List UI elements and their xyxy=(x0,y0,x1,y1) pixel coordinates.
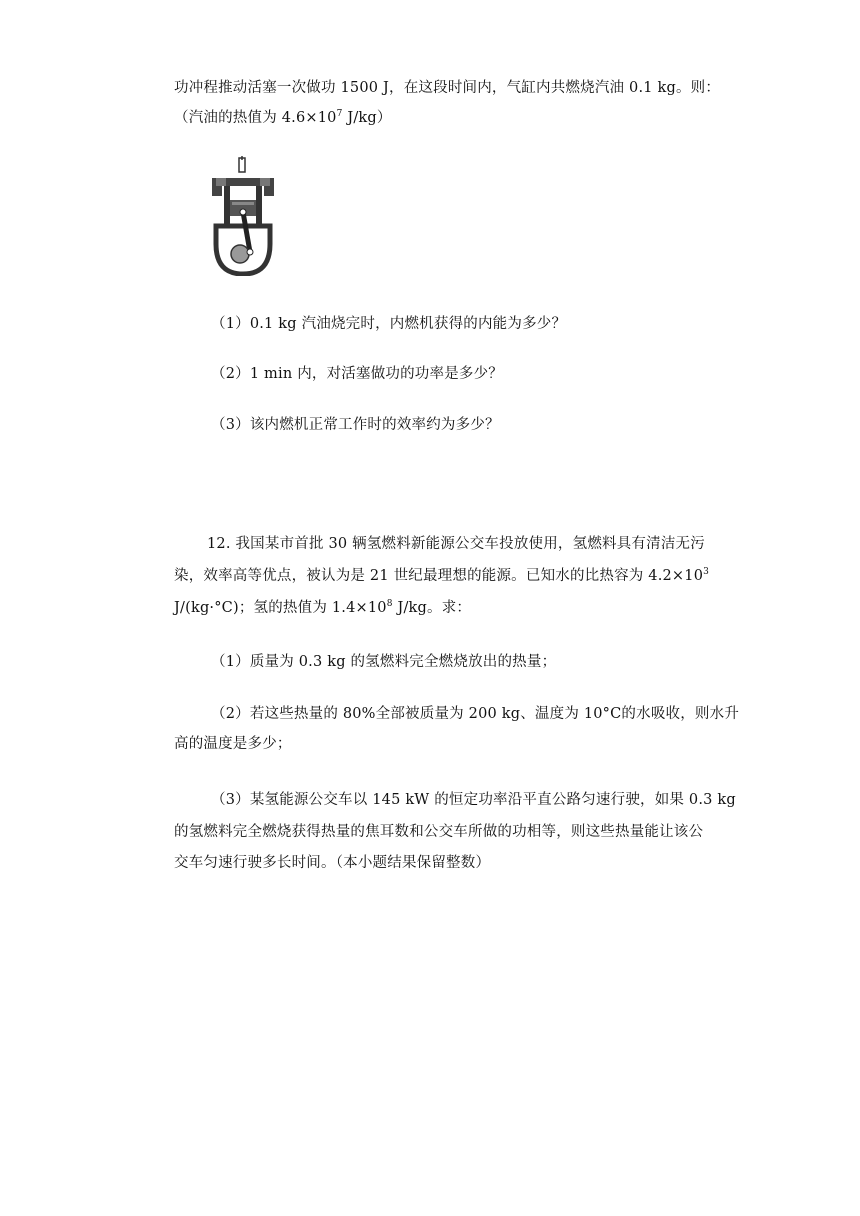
q12-sub3-line-1: （3）某氢能源公交车以 145 kW 的恒定功率沿平直公路匀速行驶，如果 0.3 kg xyxy=(211,792,736,808)
q11-sub2: （2）1 min 内，对活塞做功的功率是多少？ xyxy=(211,366,503,382)
engine-cylinder-icon xyxy=(210,156,276,276)
q12-text: J/(kg·°C)；氢的热值为 1.4×10 xyxy=(174,600,387,616)
exponent: 8 xyxy=(386,599,393,609)
intro-text: （汽油的热值为 4.6×10 xyxy=(174,110,337,126)
q12-text: 染，效率高等优点，被认为是 21 世纪最理想的能源。已知水的比热容为 4.2×10 xyxy=(174,568,704,584)
intro-line-1: 功冲程推动活塞一次做功 1500 J，在这段时间内，气缸内共燃烧汽油 0.1 kg。则： xyxy=(174,80,721,96)
q12-sub2-line-2: 高的温度是多少； xyxy=(174,736,292,752)
q12-line-2 xyxy=(174,564,709,585)
intro-line-2 xyxy=(174,106,392,127)
exponent: 3 xyxy=(703,567,710,577)
q12-sub3-line-3: 交车匀速行驶多长时间。（本小题结果保留整数） xyxy=(174,855,491,871)
q12-line-1: 12. 我国某市首批 30 辆氢燃料新能源公交车投放使用，氢燃料具有清洁无污 xyxy=(207,536,705,552)
q12-line-3 xyxy=(174,596,471,617)
q12-sub2-line-1: （2）若这些热量的 80%全部被质量为 200 kg、温度为 10°C的水吸收，则水升 xyxy=(211,706,740,722)
q12-text-end: J/kg。求： xyxy=(392,600,472,616)
q12-sub3-line-2: 的氢燃料完全燃烧获得热量的焦耳数和公交车所做的功相等，则这些热量能让该公 xyxy=(174,824,704,840)
q11-sub1: （1）0.1 kg 汽油烧完时，内燃机获得的内能为多少？ xyxy=(211,316,567,332)
q12-sub1: （1）质量为 0.3 kg 的氢燃料完全燃烧放出的热量； xyxy=(211,654,557,670)
intro-text-end: J/kg） xyxy=(342,110,392,126)
q11-sub3: （3）该内燃机正常工作时的效率约为多少？ xyxy=(211,417,500,433)
exponent: 7 xyxy=(336,109,343,119)
